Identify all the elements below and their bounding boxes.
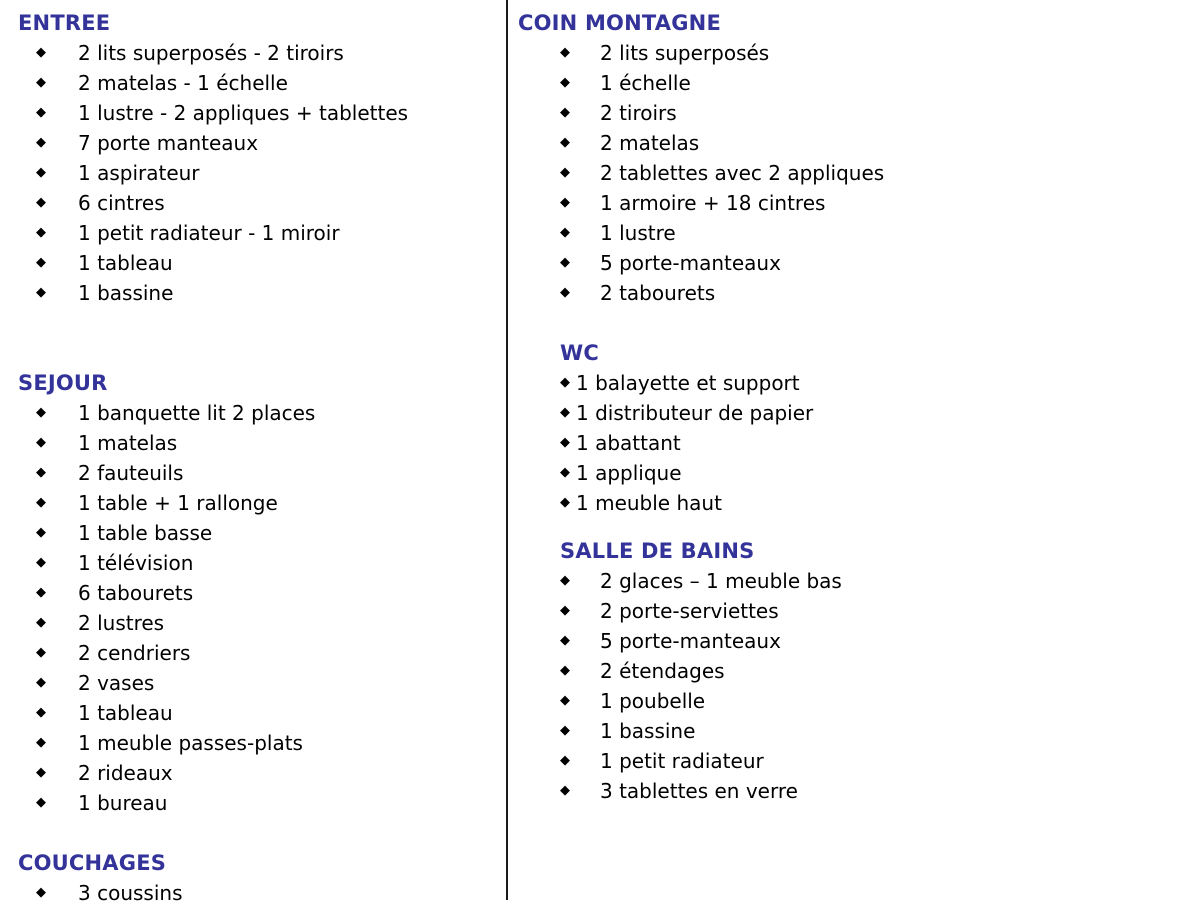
bullet-diamond-icon: ◆ <box>560 723 570 738</box>
list-item-label: 1 distributeur de papier <box>576 401 814 425</box>
list-item <box>514 398 1190 428</box>
section-coin-montagne <box>514 8 1190 308</box>
section-sejour <box>16 368 496 818</box>
list-item-label: 2 rideaux <box>78 761 173 785</box>
bullet-diamond-icon: ◆ <box>36 645 46 660</box>
section-heading-sejour: SEJOUR <box>18 371 108 395</box>
bullet-diamond-icon: ◆ <box>36 405 46 420</box>
item-list-coin-montagne <box>514 38 1190 308</box>
list-item <box>16 698 496 728</box>
bullet-diamond-icon: ◆ <box>36 795 46 810</box>
bullet-diamond-icon: ◆ <box>560 465 570 480</box>
list-item <box>16 158 496 188</box>
list-item-label: 1 lustre - 2 appliques + tablettes <box>78 101 409 125</box>
bullet-diamond-icon: ◆ <box>36 255 46 270</box>
bullet-diamond-icon: ◆ <box>560 633 570 648</box>
list-item-label: 2 tiroirs <box>600 101 677 125</box>
list-item <box>514 596 1190 626</box>
list-item <box>514 218 1190 248</box>
bullet-diamond-icon: ◆ <box>560 573 570 588</box>
bullet-diamond-icon: ◆ <box>560 75 570 90</box>
list-item <box>16 578 496 608</box>
bullet-diamond-icon: ◆ <box>36 435 46 450</box>
item-list-sejour <box>16 398 496 818</box>
bullet-diamond-icon: ◆ <box>560 693 570 708</box>
list-item <box>16 278 496 308</box>
list-item <box>514 776 1190 806</box>
list-item-label: 1 aspirateur <box>78 161 200 185</box>
list-item-label: 2 tabourets <box>600 281 716 305</box>
list-item <box>16 488 496 518</box>
list-item <box>514 746 1190 776</box>
bullet-diamond-icon: ◆ <box>560 375 570 390</box>
list-item <box>16 398 496 428</box>
bullet-diamond-icon: ◆ <box>36 555 46 570</box>
list-item <box>514 428 1190 458</box>
bullet-diamond-icon: ◆ <box>560 195 570 210</box>
list-item-label: 2 étendages <box>600 659 725 683</box>
bullet-diamond-icon: ◆ <box>36 225 46 240</box>
section-spacer <box>16 818 496 848</box>
bullet-diamond-icon: ◆ <box>560 105 570 120</box>
bullet-diamond-icon: ◆ <box>36 525 46 540</box>
bullet-diamond-icon: ◆ <box>560 45 570 60</box>
list-item <box>514 716 1190 746</box>
bullet-diamond-icon: ◆ <box>560 603 570 618</box>
list-item-label: 2 lits superposés <box>600 41 770 65</box>
list-item-label: 1 table basse <box>78 521 213 545</box>
bullet-diamond-icon: ◆ <box>36 615 46 630</box>
list-item-label: 2 matelas - 1 échelle <box>78 71 288 95</box>
list-item-label: 1 petit radiateur <box>600 749 764 773</box>
bullet-diamond-icon: ◆ <box>36 135 46 150</box>
list-item-label: 2 tablettes avec 2 appliques <box>600 161 885 185</box>
list-item <box>16 128 496 158</box>
list-item-label: 1 échelle <box>600 71 691 95</box>
list-item <box>16 218 496 248</box>
section-heading-salle-de-bains: SALLE DE BAINS <box>560 539 755 563</box>
list-item <box>16 518 496 548</box>
section-heading-wc: WC <box>560 341 599 365</box>
section-spacer <box>514 308 1190 338</box>
list-item-label: 2 porte-serviettes <box>600 599 779 623</box>
list-item <box>514 278 1190 308</box>
list-item-label: 2 vases <box>78 671 155 695</box>
bullet-diamond-icon: ◆ <box>560 255 570 270</box>
item-list-wc <box>514 368 1190 518</box>
list-item-label: 1 armoire + 18 cintres <box>600 191 826 215</box>
bullet-diamond-icon: ◆ <box>36 465 46 480</box>
list-item-label: 1 balayette et support <box>576 371 800 395</box>
list-item-label: 6 cintres <box>78 191 165 215</box>
list-item-label: 2 fauteuils <box>78 461 184 485</box>
list-item-label: 1 lustre <box>600 221 676 245</box>
list-item-label: 7 porte manteaux <box>78 131 259 155</box>
bullet-diamond-icon: ◆ <box>36 705 46 720</box>
list-item-label: 1 bassine <box>600 719 696 743</box>
list-item <box>16 758 496 788</box>
list-item-label: 1 abattant <box>576 431 681 455</box>
list-item-label: 1 table + 1 rallonge <box>78 491 278 515</box>
list-item-label: 1 tableau <box>78 701 173 725</box>
bullet-diamond-icon: ◆ <box>36 45 46 60</box>
list-item <box>16 428 496 458</box>
list-item <box>514 626 1190 656</box>
list-item <box>16 728 496 758</box>
bullet-diamond-icon: ◆ <box>560 753 570 768</box>
section-heading-entree: ENTREE <box>18 11 111 35</box>
list-item-label: 1 télévision <box>78 551 194 575</box>
bullet-diamond-icon: ◆ <box>560 285 570 300</box>
section-wc <box>514 338 1190 518</box>
list-item-label: 2 glaces – 1 meuble bas <box>600 569 842 593</box>
list-item-label: 1 poubelle <box>600 689 706 713</box>
list-item <box>514 488 1190 518</box>
list-item-label: 1 applique <box>576 461 682 485</box>
list-item-label: 1 bassine <box>78 281 174 305</box>
right-column <box>508 0 1200 806</box>
bullet-diamond-icon: ◆ <box>560 135 570 150</box>
bullet-diamond-icon: ◆ <box>560 225 570 240</box>
section-spacer <box>16 308 496 368</box>
list-item-label: 1 meuble haut <box>576 491 722 515</box>
bullet-diamond-icon: ◆ <box>36 75 46 90</box>
section-heading-couchages: COUCHAGES <box>18 851 167 875</box>
bullet-diamond-icon: ◆ <box>36 165 46 180</box>
list-item-label: 2 cendriers <box>78 641 191 665</box>
section-couchages <box>16 848 496 908</box>
list-item-label: 1 matelas <box>78 431 178 455</box>
list-item-label: 1 meuble passes-plats <box>78 731 303 755</box>
bullet-diamond-icon: ◆ <box>36 195 46 210</box>
list-item <box>514 368 1190 398</box>
list-item-label: 2 lits superposés - 2 tiroirs <box>78 41 344 65</box>
section-spacer <box>514 518 1190 536</box>
bullet-diamond-icon: ◆ <box>36 105 46 120</box>
list-item <box>514 686 1190 716</box>
list-item <box>514 188 1190 218</box>
bullet-diamond-icon: ◆ <box>560 405 570 420</box>
list-item <box>16 68 496 98</box>
bullet-diamond-icon: ◆ <box>36 885 46 900</box>
list-item-label: 6 tabourets <box>78 581 194 605</box>
list-item-label: 1 bureau <box>78 791 168 815</box>
bullet-diamond-icon: ◆ <box>560 663 570 678</box>
list-item <box>514 128 1190 158</box>
bullet-diamond-icon: ◆ <box>560 435 570 450</box>
item-list-couchages <box>16 878 496 908</box>
bullet-diamond-icon: ◆ <box>560 165 570 180</box>
item-list-salle-de-bains <box>514 566 1190 806</box>
bullet-diamond-icon: ◆ <box>560 783 570 798</box>
list-item <box>16 458 496 488</box>
list-item-label: 3 tablettes en verre <box>600 779 798 803</box>
section-heading-coin-montagne: COIN MONTAGNE <box>518 11 721 35</box>
bullet-diamond-icon: ◆ <box>36 495 46 510</box>
list-item-label: 1 banquette lit 2 places <box>78 401 316 425</box>
bullet-diamond-icon: ◆ <box>36 675 46 690</box>
list-item <box>514 458 1190 488</box>
list-item <box>16 248 496 278</box>
list-item-label: 5 porte-manteaux <box>600 629 781 653</box>
list-item-label: 1 tableau <box>78 251 173 275</box>
list-item <box>16 788 496 818</box>
section-entree <box>16 8 496 308</box>
list-item-label: 1 petit radiateur - 1 miroir <box>78 221 340 245</box>
list-item <box>514 38 1190 68</box>
list-item <box>16 38 496 68</box>
list-item <box>16 668 496 698</box>
section-salle-de-bains <box>514 536 1190 806</box>
list-item <box>16 98 496 128</box>
list-item-label: 2 lustres <box>78 611 165 635</box>
list-item-label: 3 coussins <box>78 881 183 905</box>
bullet-diamond-icon: ◆ <box>36 285 46 300</box>
list-item <box>16 608 496 638</box>
list-item <box>514 656 1190 686</box>
list-item-label: 2 matelas <box>600 131 700 155</box>
list-item <box>16 638 496 668</box>
list-item <box>16 188 496 218</box>
left-column <box>0 0 506 908</box>
bullet-diamond-icon: ◆ <box>36 585 46 600</box>
list-item <box>514 158 1190 188</box>
list-item <box>16 878 496 908</box>
list-item <box>514 566 1190 596</box>
item-list-entree <box>16 38 496 308</box>
bullet-diamond-icon: ◆ <box>36 765 46 780</box>
list-item <box>514 98 1190 128</box>
list-item <box>16 548 496 578</box>
bullet-diamond-icon: ◆ <box>560 495 570 510</box>
list-item-label: 5 porte-manteaux <box>600 251 781 275</box>
list-item <box>514 68 1190 98</box>
list-item <box>514 248 1190 278</box>
bullet-diamond-icon: ◆ <box>36 735 46 750</box>
